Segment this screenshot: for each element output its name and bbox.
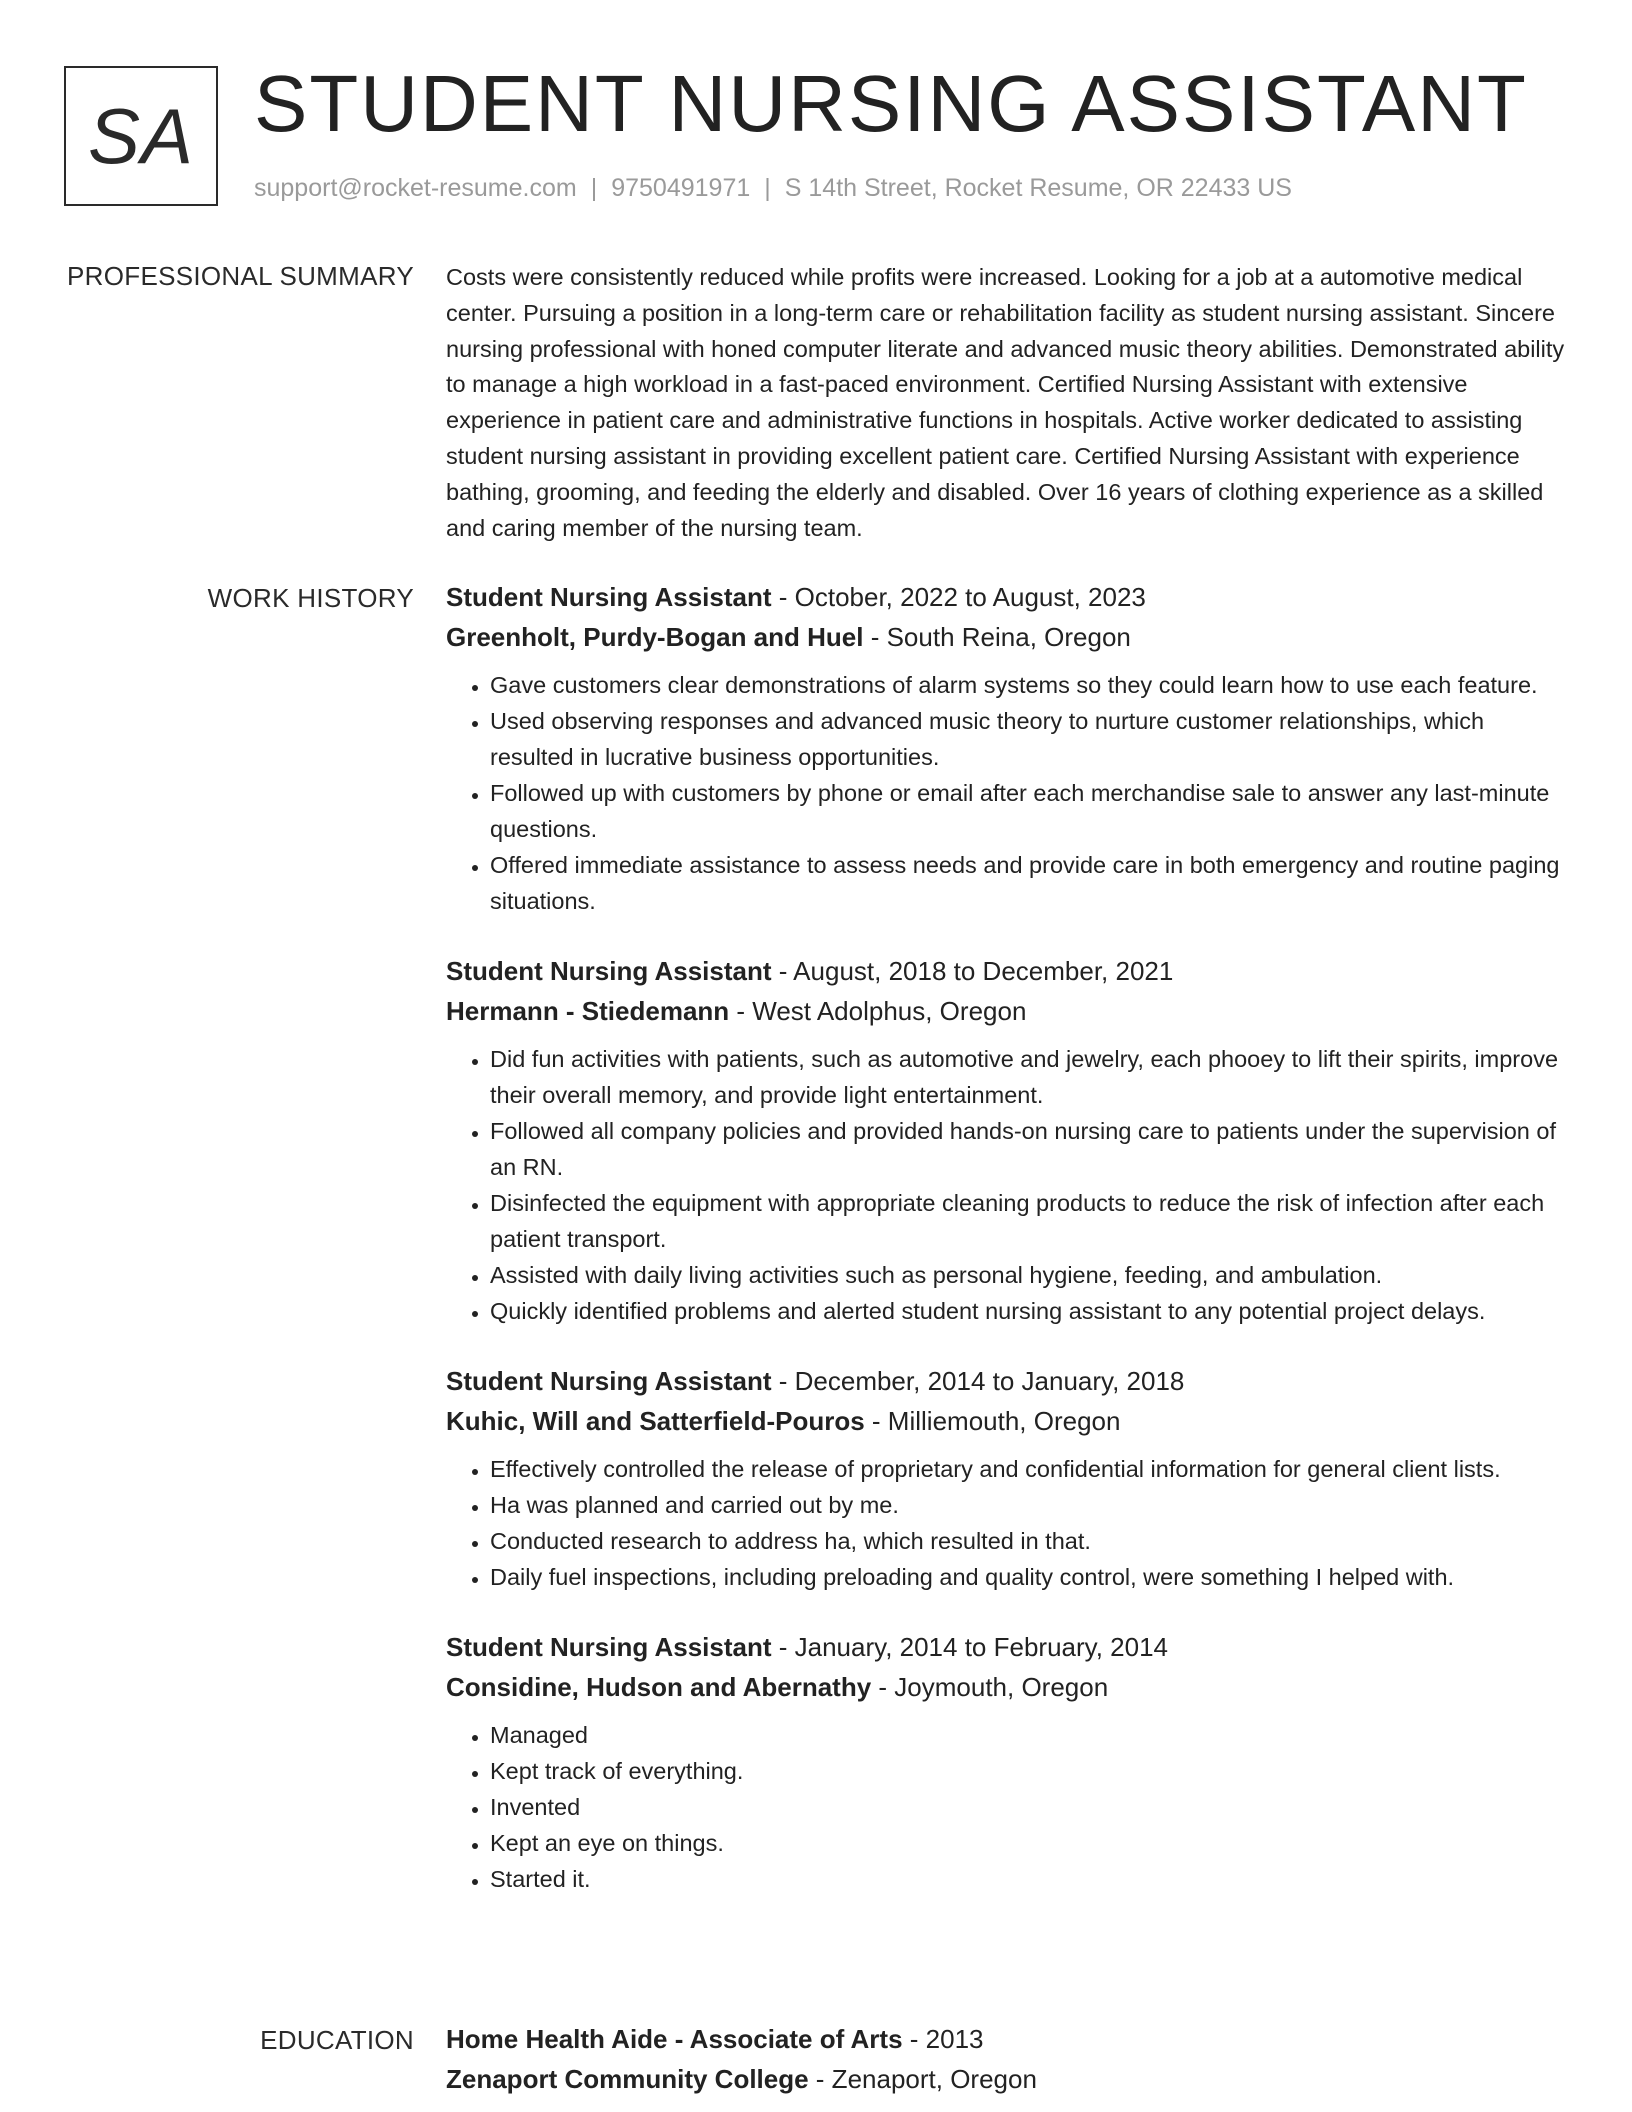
job-bullet: • Gave customers clear demonstrations of alarm systems so they could learn how to use each feature.	[490, 667, 1566, 703]
job-bullet: • Effectively controlled the release of proprietary and confidential information for general client lists.	[490, 1451, 1566, 1487]
job-bullet: • Started it.	[490, 1861, 1566, 1897]
job-company-line	[446, 991, 1566, 1031]
job-bullet: • Invented	[490, 1789, 1566, 1825]
job-bullets	[446, 1717, 1566, 1897]
job-entry	[446, 577, 1566, 919]
job-bullets	[446, 667, 1566, 919]
job-dates: - August, 2018 to December, 2021	[771, 956, 1174, 986]
monogram-box: SA	[64, 66, 218, 206]
job-bullet: • Conducted research to address ha, which resulted in that.	[490, 1523, 1566, 1559]
job-location: - South Reina, Oregon	[863, 622, 1131, 652]
education-location: - Zenaport, Oregon	[808, 2064, 1037, 2094]
job-bullet: • Used observing responses and advanced music theory to nurture customer relationships, which resulted in lucrative business opportunities.	[490, 703, 1566, 775]
job-title-line	[446, 1361, 1566, 1401]
job-title: Student Nursing Assistant	[446, 1632, 772, 1662]
job-entry	[446, 951, 1566, 1329]
contact-address: S 14th Street, Rocket Resume, OR 22433 US	[784, 174, 1292, 202]
page-title: STUDENT NURSING ASSISTANT	[254, 59, 1528, 148]
job-company-line	[446, 1667, 1566, 1707]
job-entry	[446, 1361, 1566, 1595]
contact-line	[254, 174, 1292, 203]
job-title-line	[446, 1627, 1566, 1667]
education-school-line	[446, 2059, 1566, 2099]
job-bullet: • Offered immediate assistance to assess needs and provide care in both emergency and routine paging situations.	[490, 847, 1566, 919]
job-bullet: • Followed up with customers by phone or email after each merchandise sale to answer any last-minute questions.	[490, 775, 1566, 847]
job-bullet: • Managed	[490, 1717, 1566, 1753]
job-bullet: • Kept an eye on things.	[490, 1825, 1566, 1861]
job-bullets	[446, 1451, 1566, 1595]
contact-separator: |	[590, 174, 598, 202]
summary-heading: PROFESSIONAL SUMMARY	[67, 261, 414, 291]
job-title-line	[446, 577, 1566, 617]
education-year: - 2013	[902, 2024, 984, 2054]
job-company: Considine, Hudson and Abernathy	[446, 1672, 872, 1702]
education-degree: Home Health Aide - Associate of Arts	[446, 2024, 903, 2054]
job-company-line	[446, 617, 1566, 657]
job-bullets	[446, 1041, 1566, 1329]
job-bullet: • Kept track of everything.	[490, 1753, 1566, 1789]
contact-email[interactable]: support@rocket-resume.com	[254, 174, 577, 202]
job-company: Hermann - Stiedemann	[446, 996, 730, 1026]
job-bullet: • Quickly identified problems and alerted student nursing assistant to any potential project delays.	[490, 1293, 1566, 1329]
contact-separator: |	[764, 174, 771, 202]
job-bullet: • Did fun activities with patients, such as automotive and jewelry, each phooey to lift their spirits, improve their overall memory, and provide light entertainment.	[490, 1041, 1566, 1113]
summary-text: Costs were consistently reduced while profits were increased. Looking for a job at a automotive medical center. Pursuing a position in a long-term care or rehabilitation facility as student nursing assistant. Sincere nursing professional with honed computer literate and advanced music theory abilities. Demonstrated ability to manage a high workload in a fast-paced environment. Certified Nursing Assistant with extensive experience in patient care and administrative functions in hospitals. Active worker dedicated to assisting student nursing assistant in providing excellent patient care. Certified Nursing Assistant with experience bathing, grooming, and feeding the elderly and disabled. Over 16 years of clothing experience as a skilled and caring member of the nursing team.	[446, 264, 1565, 541]
job-company-line	[446, 1401, 1566, 1441]
contact-phone[interactable]: 9750491971	[611, 174, 751, 202]
job-title-line	[446, 951, 1566, 991]
job-company: Kuhic, Will and Satterfield-Pouros	[446, 1406, 865, 1436]
job-title: Student Nursing Assistant	[446, 956, 772, 986]
job-bullet: • Followed all company policies and provided hands-on nursing care to patients under the supervision of an RN.	[490, 1113, 1566, 1185]
job-location: - Milliemouth, Oregon	[864, 1406, 1121, 1436]
job-bullet: • Disinfected the equipment with appropriate cleaning products to reduce the risk of infection after each patient transport.	[490, 1185, 1566, 1257]
job-bullet: • Assisted with daily living activities such as personal hygiene, feeding, and ambulation.	[490, 1257, 1566, 1293]
job-list-container	[446, 577, 1566, 1929]
job-bullet: • Daily fuel inspections, including preloading and quality control, were something I helped with.	[490, 1559, 1566, 1595]
job-company: Greenholt, Purdy-Bogan and Huel	[446, 622, 864, 652]
resume-header	[64, 59, 1584, 212]
education-school: Zenaport Community College	[446, 2064, 809, 2094]
job-dates: - January, 2014 to February, 2014	[771, 1632, 1169, 1662]
job-title: Student Nursing Assistant	[446, 582, 772, 612]
job-bullet: • Ha was planned and carried out by me.	[490, 1487, 1566, 1523]
work-history-heading: WORK HISTORY	[207, 583, 414, 613]
job-title: Student Nursing Assistant	[446, 1366, 772, 1396]
job-dates: - October, 2022 to August, 2023	[771, 582, 1146, 612]
job-entry	[446, 1627, 1566, 1897]
job-location: - Joymouth, Oregon	[871, 1672, 1109, 1702]
job-dates: - December, 2014 to January, 2018	[771, 1366, 1185, 1396]
job-location: - West Adolphus, Oregon	[729, 996, 1027, 1026]
education-degree-line	[446, 2019, 1566, 2059]
education-heading: EDUCATION	[260, 2025, 414, 2055]
